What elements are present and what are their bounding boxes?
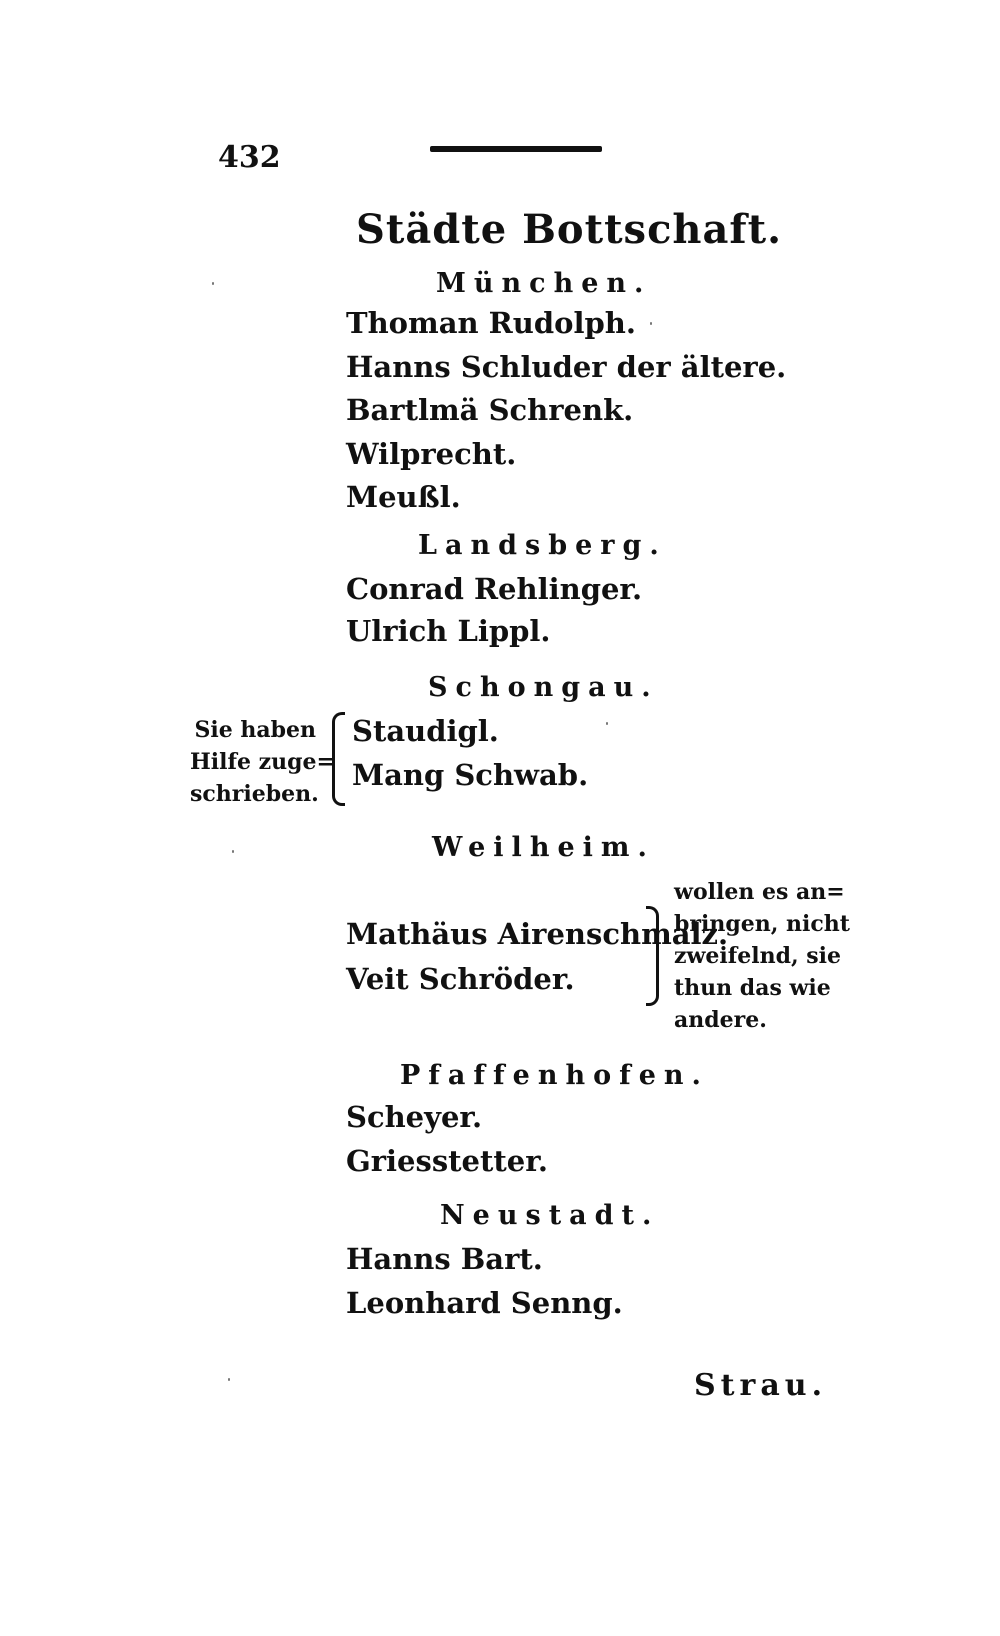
delegate-name: Conrad Rehlinger. — [346, 572, 643, 606]
delegate-name: Veit Schröder. — [346, 962, 575, 996]
delegate-name: Hanns Bart. — [346, 1242, 543, 1276]
delegate-name: Griesstetter. — [346, 1144, 548, 1178]
side-note-line: bringen, nicht — [674, 911, 850, 937]
side-note-line: Hilfe zuge= — [190, 749, 335, 775]
paper-speck — [228, 1378, 230, 1381]
delegate-name: Staudigl. — [352, 714, 499, 748]
town-heading-schongau: Schongau. — [428, 672, 659, 703]
delegate-name: Meußl. — [346, 480, 461, 514]
delegate-name: Mathäus Airenschmalz. — [346, 917, 729, 951]
side-note-left — [190, 714, 335, 810]
right-brace — [646, 906, 659, 1006]
side-note-line: wollen es an= — [674, 879, 845, 905]
side-note-right — [674, 876, 850, 1036]
left-brace — [332, 712, 345, 806]
town-heading-neustadt: Neustadt. — [440, 1200, 660, 1231]
town-heading-muenchen: München. — [436, 268, 652, 299]
delegate-name: Scheyer. — [346, 1100, 483, 1134]
side-note-line: thun das wie — [674, 975, 831, 1001]
town-heading-pfaffenhofen: Pfaffenhofen. — [400, 1060, 709, 1091]
page-title: Städte Bottschaft. — [356, 206, 783, 253]
town-heading-weilheim: Weilheim. — [432, 832, 655, 863]
delegate-name: Thoman Rudolph. — [346, 306, 636, 340]
header-rule — [430, 146, 602, 152]
page-number: 432 — [218, 140, 281, 175]
delegate-name: Bartlmä Schrenk. — [346, 393, 634, 427]
catchword: Strau. — [694, 1368, 828, 1403]
paper-speck — [650, 322, 652, 325]
side-note-line: andere. — [674, 1007, 767, 1033]
paper-speck — [212, 282, 214, 285]
delegate-name: Hanns Schluder der ältere. — [346, 350, 787, 384]
side-note-line: Sie haben — [194, 717, 316, 743]
delegate-name: Mang Schwab. — [352, 758, 589, 792]
delegate-name: Leonhard Senng. — [346, 1286, 623, 1320]
delegate-name: Ulrich Lippl. — [346, 614, 551, 648]
side-note-line: zweifelnd, sie — [674, 943, 842, 969]
paper-speck — [232, 850, 234, 853]
delegate-name: Wilprecht. — [346, 437, 517, 471]
town-heading-landsberg: Landsberg. — [418, 530, 667, 561]
side-note-line: schrieben. — [190, 781, 319, 807]
paper-speck — [606, 722, 608, 725]
